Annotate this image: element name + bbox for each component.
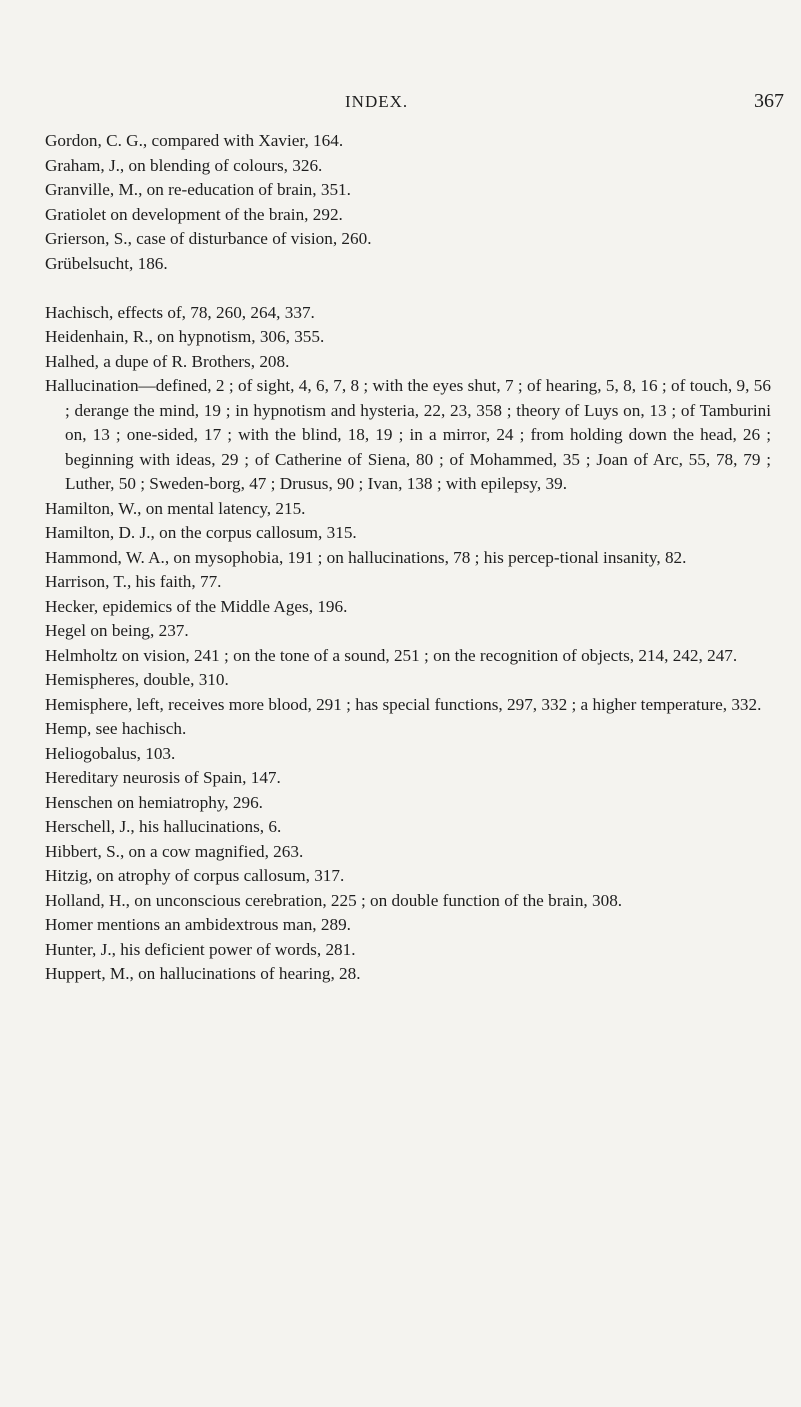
index-entry: Hamilton, W., on mental latency, 215. — [45, 498, 306, 518]
index-entry: Gordon, C. G., compared with Xavier, 164. — [45, 131, 344, 150]
running-header: INDEX. — [345, 92, 409, 111]
index-group-g — [45, 129, 771, 276]
index-entry: Hunter, J., his deficient power of words, 281. — [45, 939, 356, 959]
index-group-h — [45, 301, 771, 987]
index-entry: Herschell, J., his hallucinations, 6. — [45, 817, 282, 836]
index-entry: Graham, J., on blending of colours, 326. — [45, 155, 323, 175]
index-entry: Hamilton, D. J., on the corpus callosum, 315. — [45, 523, 357, 542]
page-number: 367 — [754, 90, 784, 112]
index-entry: Henschen on hemiatrophy, 296. — [45, 792, 263, 812]
index-entry: Hecker, epidemics of the Middle Ages, 196. — [45, 596, 348, 616]
index-entry: Heidenhain, R., on hypnotism, 306, 355. — [45, 327, 325, 346]
index-entry: Helmholtz on vision, 241 ; on the tone of a sound, 251 ; on the recognition of objects, 214, 242, 247. — [45, 645, 738, 665]
index-entry: Heliogobalus, 103. — [45, 743, 176, 763]
index-entry: Hegel on being, 237. — [45, 621, 189, 640]
index-entry: Halhed, a dupe of R. Brothers, 208. — [45, 351, 290, 371]
index-entry: Hibbert, S., on a cow magnified, 263. — [45, 841, 304, 861]
index-entry: Harrison, T., his faith, 77. — [45, 572, 222, 591]
index-entry: Grierson, S., case of disturbance of vision, 260. — [45, 229, 372, 248]
index-entry: Hachisch, effects of, 78, 260, 264, 337. — [45, 302, 315, 322]
index-list — [45, 129, 771, 1011]
index-entry: Granville, M., on re-education of brain, 351. — [45, 180, 351, 199]
index-entry: Huppert, M., on hallucinations of hearing, 28. — [45, 964, 361, 983]
index-entry: Hemp, see hachisch. — [45, 719, 187, 738]
index-entry: Holland, H., on unconscious cerebration, 225 ; on double function of the brain, 308. — [45, 890, 623, 910]
index-entry: Hemisphere, left, receives more blood, 291 ; has special functions, 297, 332 ; a higher temperature, 332. — [45, 694, 762, 714]
index-entry: Hereditary neurosis of Spain, 147. — [45, 768, 281, 787]
index-entry: Homer mentions an ambidextrous man, 289. — [45, 915, 351, 934]
index-entry: Gratiolet on development of the brain, 292. — [45, 204, 343, 224]
index-entry: Grübelsucht, 186. — [45, 253, 168, 273]
index-entry: Hammond, W. A., on mysophobia, 191 ; on hallucinations, 78 ; his percep-tional insanity, 82. — [45, 547, 687, 567]
index-entry: Hitzig, on atrophy of corpus callosum, 317. — [45, 866, 345, 885]
index-entry: Hemispheres, double, 310. — [45, 670, 229, 689]
index-entry: Hallucination—defined, 2 ; of sight, 4, 6, 7, 8 ; with the eyes shut, 7 ; of hearing, 5, 8, 16 ; of touch, 9, 56 ; derange the mind, 19 ; in hypnotism and hysteria, 22, 23, 358 ; theory of Luys on, 13 ; of Tamburini on, 13 ; one-sided, 17 ; with the blind, 18, 19 ; in a mirror, 24 ; from holding down the head, 26 ; beginning with ideas, 29 ; of Catherine of Siena, 80 ; of Mohammed, 35 ; Joan of Arc, 55, 78, 79 ; Luther, 50 ; Sweden-borg, 47 ; Drusus, 90 ; Ivan, 138 ; with epilepsy, 39. — [45, 376, 771, 493]
